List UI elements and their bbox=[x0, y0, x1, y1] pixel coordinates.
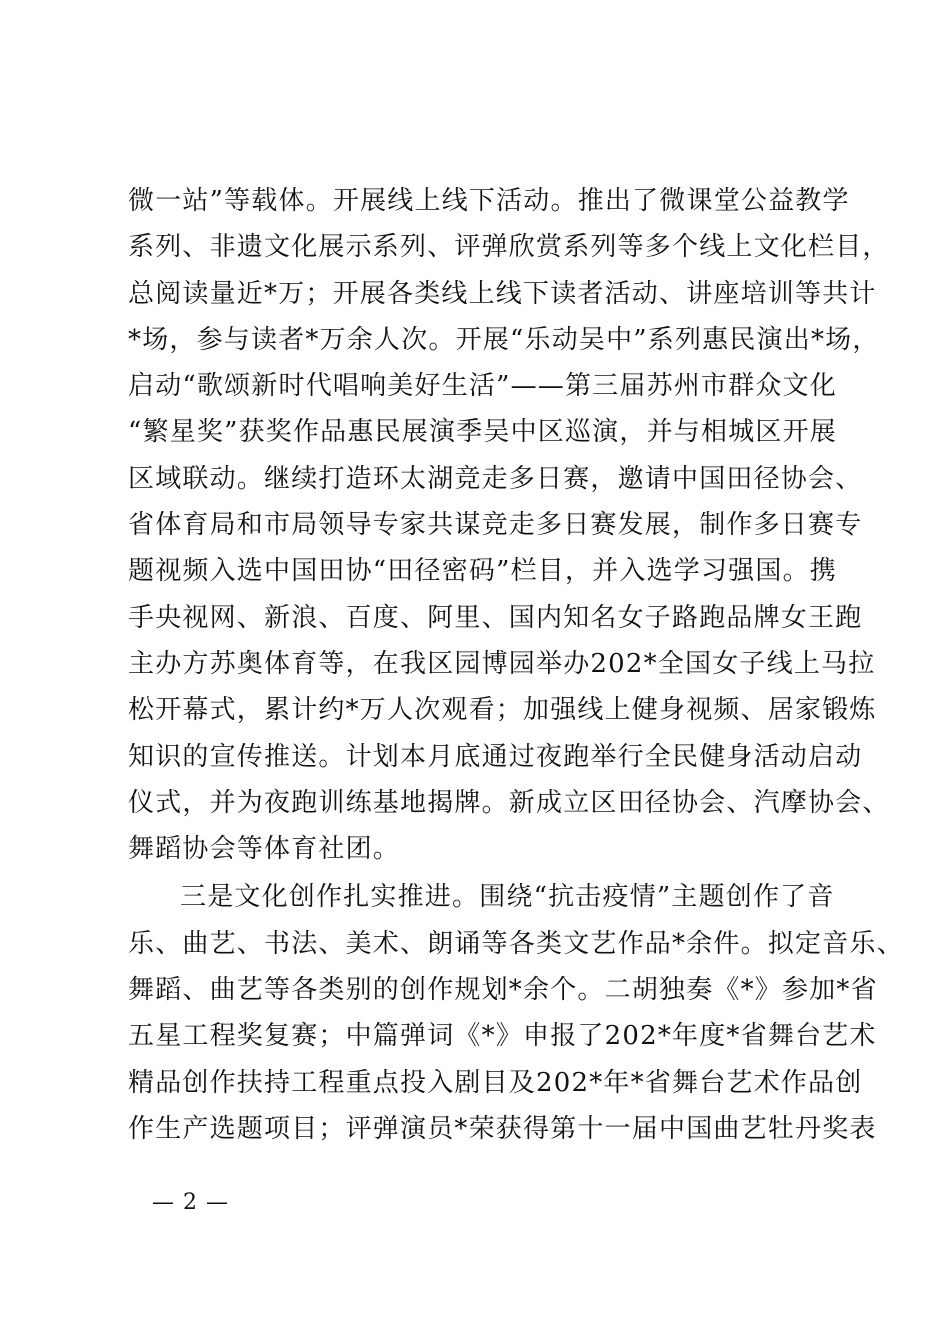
paragraph-1 bbox=[128, 178, 890, 872]
text-line: 总阅读量近*万；开展各类线上线下读者活动、讲座培训等共计 bbox=[128, 278, 877, 309]
text-line: 省体育局和市局领导专家共谋竞走多日赛发展，制作多日赛专 bbox=[128, 510, 863, 541]
text-line: 知识的宣传推送。计划本月底通过夜跑举行全民健身活动启动 bbox=[128, 741, 863, 772]
text-line: 作生产选题项目；评弹演员*荣获得第十一届中国曲艺牡丹奖表 bbox=[128, 1113, 877, 1144]
paragraph-2 bbox=[128, 874, 904, 1152]
text-line: 启动“歌颂新时代唱响美好生活”——第三届苏州市群众文化 bbox=[128, 371, 837, 402]
text-line: 题视频入选中国田协“田径密码”栏目，并入选学习强国。携 bbox=[128, 556, 837, 587]
text-line: 仪式，并为夜跑训练基地揭牌。新成立区田径协会、汽摩协会、 bbox=[128, 787, 890, 818]
text-line: 精品创作扶持工程重点投入剧目及202*年*省舞台艺术作品创 bbox=[128, 1067, 863, 1098]
text-line: 手央视网、新浪、百度、阿里、国内知名女子路跑品牌女王跑 bbox=[128, 602, 863, 633]
text-line: *场，参与读者*万余人次。开展“乐动吴中”系列惠民演出*场， bbox=[128, 324, 880, 355]
text-line: 五星工程奖复赛；中篇弹词《*》申报了202*年度*省舞台艺术 bbox=[128, 1021, 877, 1052]
text-line: 主办方苏奥体育等，在我区园博园举办202*全国女子线上马拉 bbox=[128, 648, 876, 679]
page-number: — 2 — bbox=[152, 1190, 229, 1215]
text-line: 乐、曲艺、书法、美术、朗诵等各类文艺作品*余件。拟定音乐、 bbox=[128, 928, 904, 959]
text-line: 松开幕式，累计约*万人次观看；加强线上健身视频、居家锻炼 bbox=[128, 695, 877, 726]
text-line: 区域联动。继续打造环太湖竞走多日赛，邀请中国田径协会、 bbox=[128, 463, 863, 494]
text-line: 舞蹈协会等体育社团。 bbox=[128, 834, 401, 865]
text-line: “繁星奖”获奖作品惠民展演季吴中区巡演，并与相城区开展 bbox=[128, 417, 837, 448]
text-line: 舞蹈、曲艺等各类别的创作规划*余个。二胡独奏《*》参加*省 bbox=[128, 975, 878, 1006]
text-line: 三是文化创作扎实推进。围绕“抗击疫情”主题创作了音 bbox=[180, 882, 835, 913]
document-body bbox=[128, 178, 904, 1152]
text-line: 系列、非遗文化展示系列、评弹欣赏系列等多个线上文化栏目， bbox=[128, 232, 890, 263]
text-line: 微一站”等载体。开展线上线下活动。推出了微课堂公益教学 bbox=[128, 186, 850, 216]
